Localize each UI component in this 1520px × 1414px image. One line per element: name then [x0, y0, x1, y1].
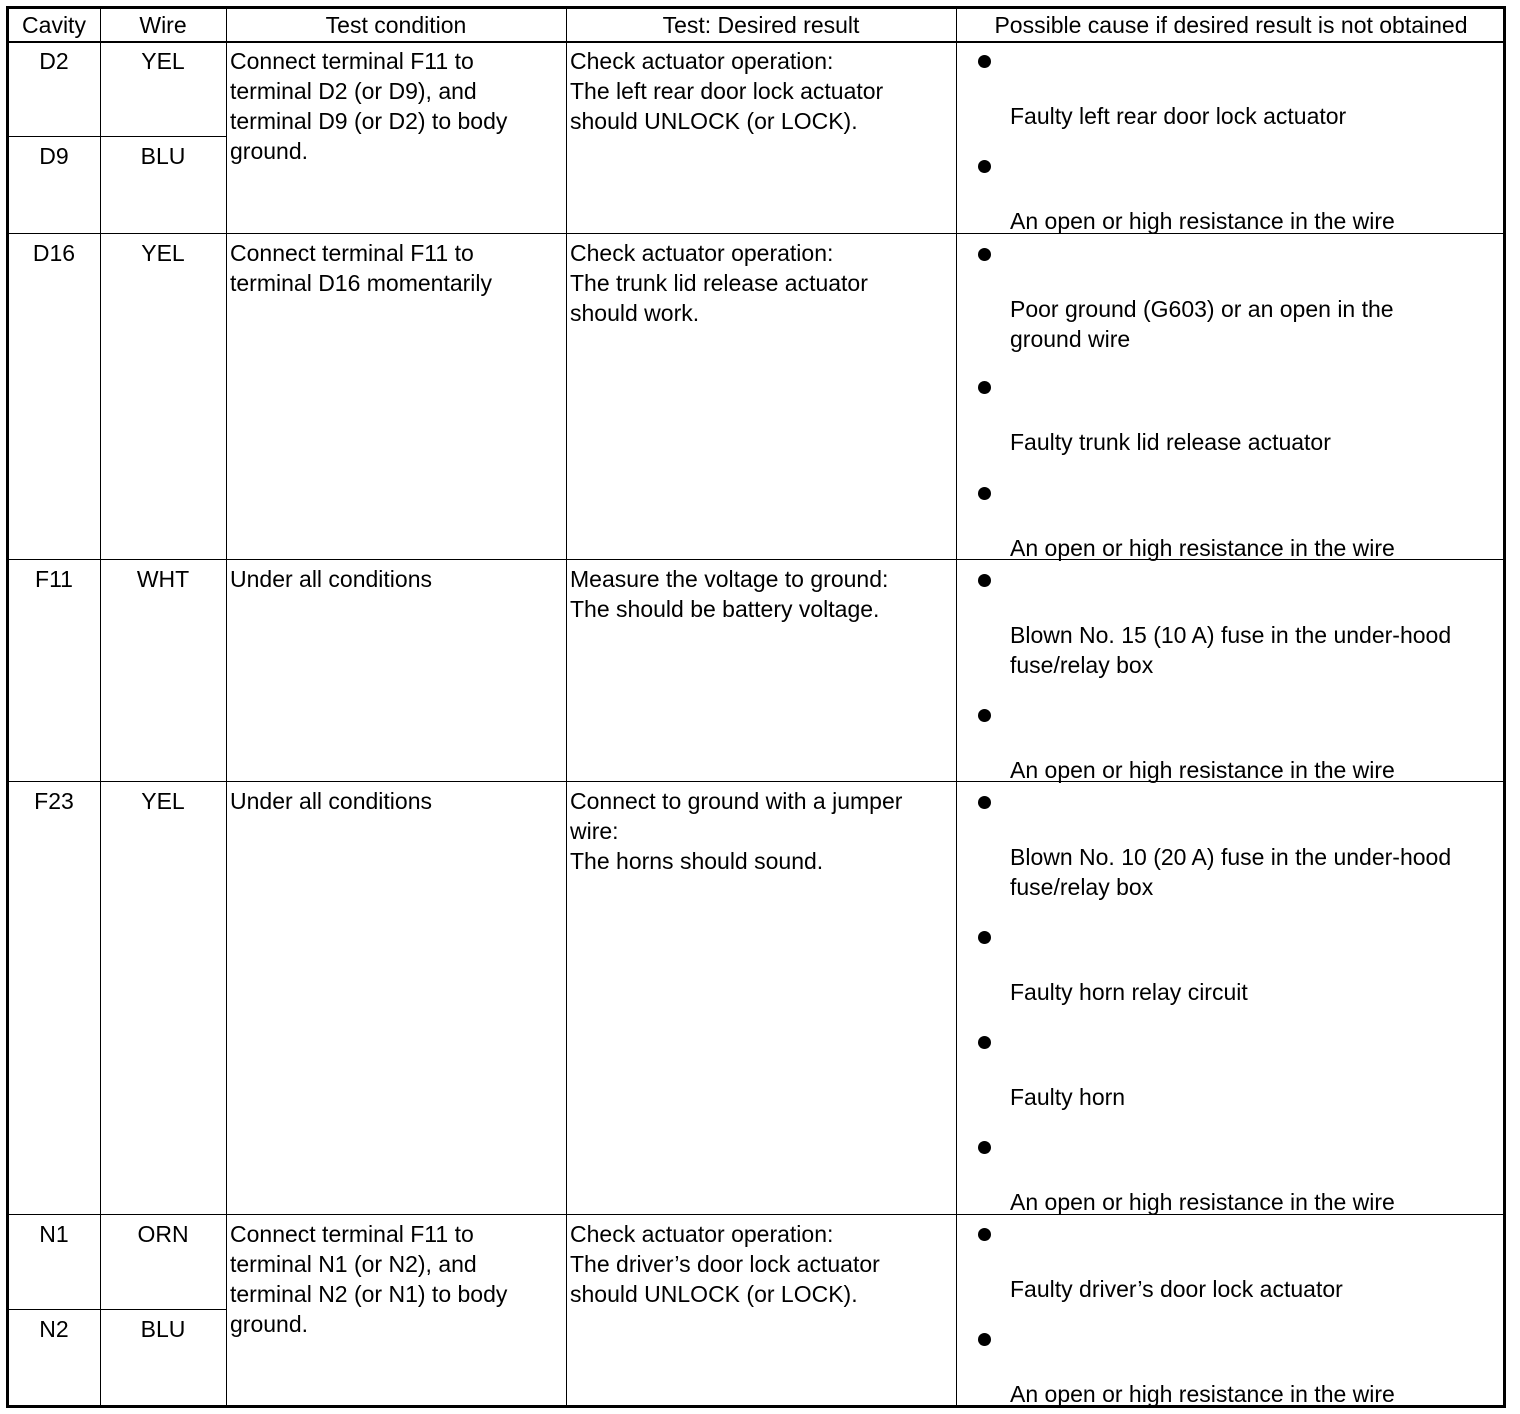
bullet-icon — [978, 709, 991, 722]
bullet-icon — [978, 55, 991, 68]
test-condition-line: Connect terminal F11 to — [230, 48, 474, 74]
test-condition-line: Under all conditions — [230, 566, 433, 592]
bullet-icon — [978, 796, 991, 809]
desired-result-line: should work. — [570, 300, 700, 326]
bullet-icon — [978, 248, 991, 261]
test-condition-line: terminal N2 (or N1) to body — [230, 1281, 508, 1307]
cavity-cell: F23 — [34, 788, 74, 814]
possible-cause-line: An open or high resistance in the wire — [1010, 1381, 1395, 1407]
desired-result-line: The driver’s door lock actuator — [570, 1251, 880, 1277]
cavity-cell: D2 — [39, 48, 69, 74]
wire-cell: YEL — [141, 240, 185, 266]
test-condition-line: Under all conditions — [230, 788, 433, 814]
possible-cause-line: Blown No. 15 (10 A) fuse in the under-hood — [1010, 622, 1452, 648]
desired-result-line: The trunk lid release actuator — [570, 270, 868, 296]
possible-cause-line: Faulty horn — [1010, 1084, 1126, 1110]
test-condition-line: ground. — [230, 1311, 309, 1337]
header-cavity: Cavity — [22, 12, 86, 38]
desired-result-line: Measure the voltage to ground: — [570, 566, 889, 592]
possible-cause-line: An open or high resistance in the wire — [1010, 757, 1395, 783]
bullet-icon — [978, 1228, 991, 1241]
desired-result-line: should UNLOCK (or LOCK). — [570, 108, 858, 134]
bullet-icon — [978, 1036, 991, 1049]
possible-cause-line: Faulty driver’s door lock actuator — [1010, 1276, 1343, 1302]
desired-result-line: The should be battery voltage. — [570, 596, 880, 622]
bullet-icon — [978, 381, 991, 394]
possible-cause-line: An open or high resistance in the wire — [1010, 535, 1395, 561]
bullet-icon — [978, 160, 991, 173]
test-condition-line: Connect terminal F11 to — [230, 240, 474, 266]
test-condition-line: Connect terminal F11 to — [230, 1221, 474, 1247]
test-condition-line: terminal D16 momentarily — [230, 270, 493, 296]
header-test-condition: Test condition — [325, 12, 467, 38]
test-condition-line: terminal D9 (or D2) to body — [230, 108, 508, 134]
column-divider — [566, 8, 567, 1406]
possible-cause-line: ground wire — [1010, 326, 1131, 352]
desired-result-line: wire: — [570, 818, 619, 844]
desired-result-line: The left rear door lock actuator — [570, 78, 884, 104]
test-condition-line: ground. — [230, 138, 309, 164]
possible-cause-line: Faulty horn relay circuit — [1010, 979, 1248, 1005]
possible-cause-line: Faulty trunk lid release actuator — [1010, 429, 1331, 455]
column-divider — [956, 8, 957, 1406]
possible-cause-line: An open or high resistance in the wire — [1010, 1189, 1395, 1215]
column-divider — [226, 8, 227, 1406]
desired-result-line: Check actuator operation: — [570, 1221, 834, 1247]
sub-row-divider — [8, 136, 226, 137]
wire-cell: WHT — [136, 566, 190, 592]
bullet-icon — [978, 487, 991, 500]
cavity-cell: N2 — [39, 1316, 69, 1342]
possible-cause-line: fuse/relay box — [1010, 874, 1154, 900]
desired-result-line: The horns should sound. — [570, 848, 824, 874]
test-condition-line: terminal N1 (or N2), and — [230, 1251, 477, 1277]
cavity-cell: D9 — [39, 143, 69, 169]
possible-cause-line: Faulty left rear door lock actuator — [1010, 103, 1347, 129]
desired-result-line: Check actuator operation: — [570, 240, 834, 266]
cavity-cell: D16 — [32, 240, 76, 266]
header-desired-result: Test: Desired result — [662, 12, 860, 38]
desired-result-line: Check actuator operation: — [570, 48, 834, 74]
header-wire: Wire — [139, 12, 187, 38]
bullet-icon — [978, 1333, 991, 1346]
cavity-cell: N1 — [39, 1221, 69, 1247]
test-condition-line: terminal D2 (or D9), and — [230, 78, 477, 104]
column-divider — [100, 8, 101, 1406]
cavity-cell: F11 — [35, 566, 73, 592]
header-divider — [8, 41, 1505, 43]
header-possible-cause: Possible cause if desired result is not obtained — [994, 12, 1468, 38]
wire-cell: YEL — [141, 48, 185, 74]
sub-row-divider — [8, 1309, 226, 1310]
possible-cause-line: fuse/relay box — [1010, 652, 1154, 678]
bullet-icon — [978, 931, 991, 944]
bullet-icon — [978, 1141, 991, 1154]
wire-cell: ORN — [137, 1221, 189, 1247]
wire-cell: BLU — [140, 1316, 186, 1342]
desired-result-line: should UNLOCK (or LOCK). — [570, 1281, 858, 1307]
wire-cell: YEL — [141, 788, 185, 814]
bullet-icon — [978, 574, 991, 587]
wire-cell: BLU — [140, 143, 186, 169]
possible-cause-line: An open or high resistance in the wire — [1010, 208, 1395, 234]
possible-cause-line: Poor ground (G603) or an open in the — [1010, 296, 1394, 322]
desired-result-line: Connect to ground with a jumper — [570, 788, 903, 814]
possible-cause-line: Blown No. 10 (20 A) fuse in the under-hood — [1010, 844, 1452, 870]
